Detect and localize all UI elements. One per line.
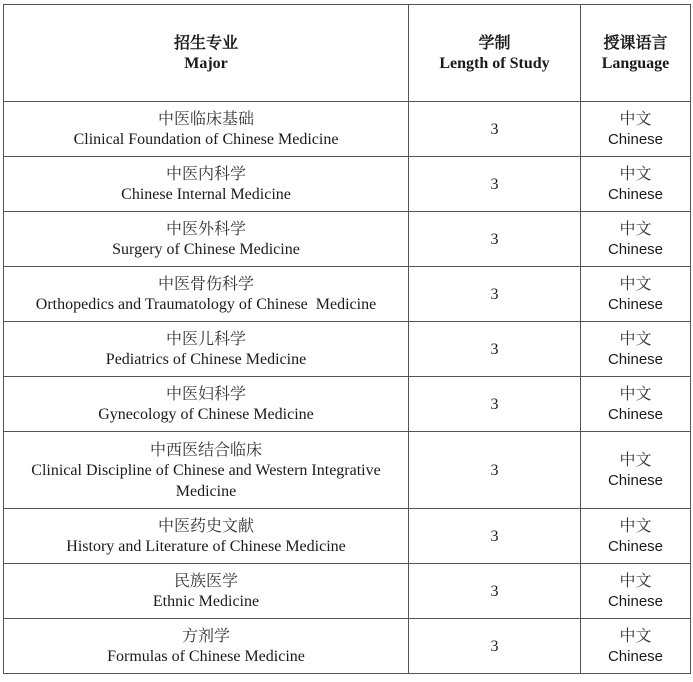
lang-en: Chinese [607,131,664,148]
table-row [4,619,691,674]
lang-zh: 中文 [619,329,652,348]
major-cell [4,377,409,432]
table-row [4,564,691,619]
major-en: Formulas of Chinese Medicine [107,648,305,665]
lang-en: Chinese [607,241,664,258]
header-major-zh: 招生专业 [173,33,238,52]
major-en: Clinical Discipline of Chinese and Western Integrative Medicine [31,461,381,500]
major-cell [4,564,409,619]
header-language-en: Language [601,55,670,72]
major-zh: 方剂学 [181,626,230,645]
language-cell [581,102,691,157]
major-zh: 中医药史文献 [157,516,254,535]
major-zh: 中医儿科学 [165,329,246,348]
header-length-en: Length of Study [439,55,550,72]
table-row [4,377,691,432]
length-cell: 3 [409,102,581,157]
header-row [4,5,691,102]
lang-zh: 中文 [619,219,652,238]
length-cell: 3 [409,377,581,432]
major-cell [4,509,409,564]
language-cell [581,564,691,619]
major-zh: 中医内科学 [165,164,246,183]
lang-en: Chinese [607,351,664,368]
header-length-zh: 学制 [478,33,511,52]
header-major-en: Major [184,55,228,72]
major-zh: 中西医结合临床 [149,439,262,459]
major-en: Gynecology of Chinese Medicine [98,406,314,423]
length-cell: 3 [409,212,581,267]
major-zh: 中医妇科学 [165,384,246,403]
table-row [4,157,691,212]
table-row [4,267,691,322]
language-cell [581,432,691,509]
lang-zh: 中文 [619,274,652,293]
table-row [4,509,691,564]
lang-en: Chinese [607,186,664,203]
length-cell: 3 [409,432,581,509]
language-cell [581,619,691,674]
major-cell [4,619,409,674]
majors-table [3,4,691,674]
length-cell: 3 [409,509,581,564]
header-language-zh: 授课语言 [603,33,668,52]
lang-zh: 中文 [619,384,652,403]
major-cell [4,212,409,267]
major-zh: 中医临床基础 [157,109,254,128]
lang-en: Chinese [607,472,664,489]
lang-zh: 中文 [619,450,652,469]
table-row [4,322,691,377]
major-en: Clinical Foundation of Chinese Medicine [73,131,339,148]
header-length [409,5,581,102]
length-cell: 3 [409,322,581,377]
major-cell [4,267,409,322]
lang-zh: 中文 [619,109,652,128]
major-en: Chinese Internal Medicine [121,186,291,203]
lang-en: Chinese [607,538,664,555]
language-cell [581,322,691,377]
major-en: Pediatrics of Chinese Medicine [105,351,307,368]
language-cell [581,267,691,322]
lang-en: Chinese [607,406,664,423]
major-en: Ethnic Medicine [152,593,260,610]
major-cell [4,102,409,157]
header-major [4,5,409,102]
language-cell [581,509,691,564]
lang-zh: 中文 [619,164,652,183]
major-cell [4,157,409,212]
lang-zh: 中文 [619,571,652,590]
language-cell [581,157,691,212]
language-cell [581,377,691,432]
table-row [4,432,691,509]
major-cell [4,322,409,377]
language-cell [581,212,691,267]
length-cell: 3 [409,564,581,619]
major-zh: 中医骨伤科学 [157,274,254,293]
major-en: Surgery of Chinese Medicine [112,241,300,258]
major-zh: 中医外科学 [165,219,246,238]
table-row [4,102,691,157]
major-en: Orthopedics and Traumatology of Chinese Medicine [35,296,377,313]
lang-zh: 中文 [619,626,652,645]
length-cell: 3 [409,267,581,322]
length-cell: 3 [409,157,581,212]
lang-en: Chinese [607,296,664,313]
header-language [581,5,691,102]
major-en: History and Literature of Chinese Medicine [66,538,346,555]
major-zh: 民族医学 [173,571,238,590]
lang-zh: 中文 [619,516,652,535]
lang-en: Chinese [607,593,664,610]
major-cell [4,432,409,509]
lang-en: Chinese [607,648,664,665]
table-row [4,212,691,267]
length-cell: 3 [409,619,581,674]
